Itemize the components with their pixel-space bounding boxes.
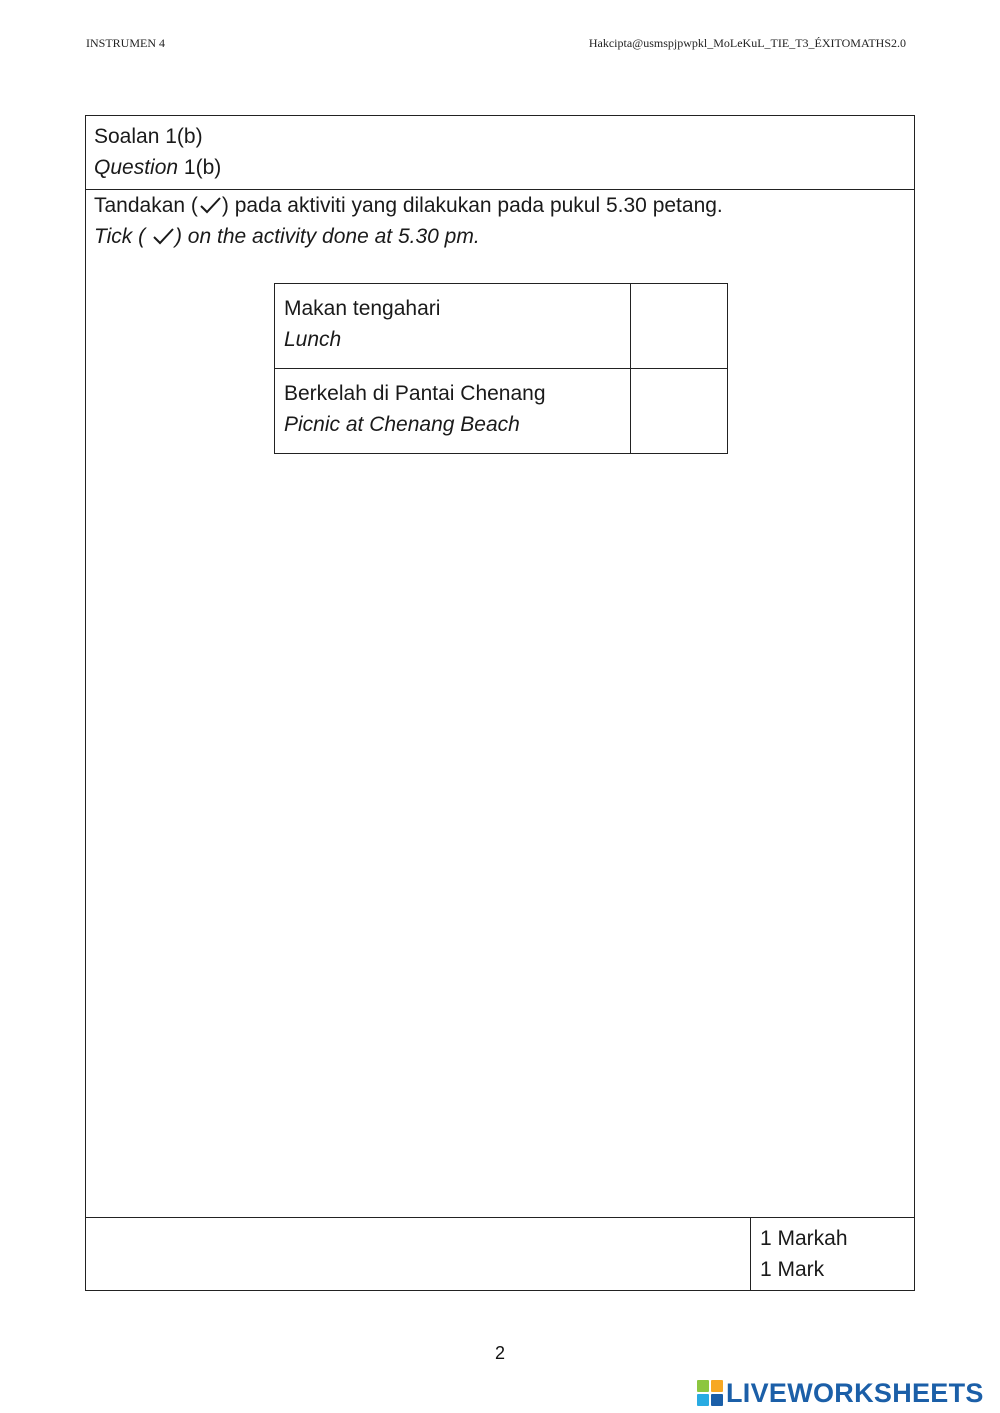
question-title-ms: Soalan 1(b) <box>94 125 203 148</box>
header-right: Hakcipta@usmspjpwpkl_MoLeKuL_TIE_T3_ÉXITOMATHS2.0 <box>588 36 906 50</box>
marks-en: 1 Mark <box>760 1258 825 1281</box>
page-number: 2 <box>494 1343 505 1363</box>
instruction-en-before: Tick ( <box>94 225 146 248</box>
table-row <box>275 284 728 369</box>
liveworksheets-brand <box>697 1378 984 1408</box>
activity-label-en: Lunch <box>284 328 342 351</box>
instruction-en <box>94 221 480 252</box>
activity-label <box>275 369 631 454</box>
activity-label <box>275 284 631 369</box>
liveworksheets-logo-icon <box>697 1380 723 1406</box>
activity-label-en: Picnic at Chenang Beach <box>284 413 520 436</box>
instruction-ms-after: ) pada aktiviti yang dilakukan pada pukul 5.30 petang. <box>221 194 723 217</box>
question-title-en-num: 1(b) <box>183 156 222 179</box>
tick-box-lunch[interactable] <box>631 284 728 369</box>
table-row <box>275 369 728 454</box>
marks-blank-cell <box>86 1218 751 1291</box>
liveworksheets-text[interactable]: LIVEWORKSHEETS <box>726 1377 984 1408</box>
question-title-en-prefix: Question <box>94 156 179 179</box>
instruction-ms-before: Tandakan ( <box>94 194 198 217</box>
instruction-ms <box>94 190 723 221</box>
check-mark-icon <box>151 226 175 246</box>
tick-box-picnic[interactable] <box>631 369 728 454</box>
check-mark-icon <box>198 195 222 215</box>
question-title-row <box>86 116 914 190</box>
activity-table <box>274 283 728 454</box>
marks-ms: 1 Markah <box>760 1227 848 1250</box>
activity-label-ms: Makan tengahari <box>284 297 441 320</box>
question-title-en <box>94 152 221 183</box>
marks-row <box>86 1217 914 1291</box>
question-frame <box>85 115 915 1291</box>
instruction-en-after: ) on the activity done at 5.30 pm. <box>174 225 480 248</box>
activity-label-ms: Berkelah di Pantai Chenang <box>284 382 546 405</box>
header-left: INSTRUMEN 4 <box>86 36 166 50</box>
